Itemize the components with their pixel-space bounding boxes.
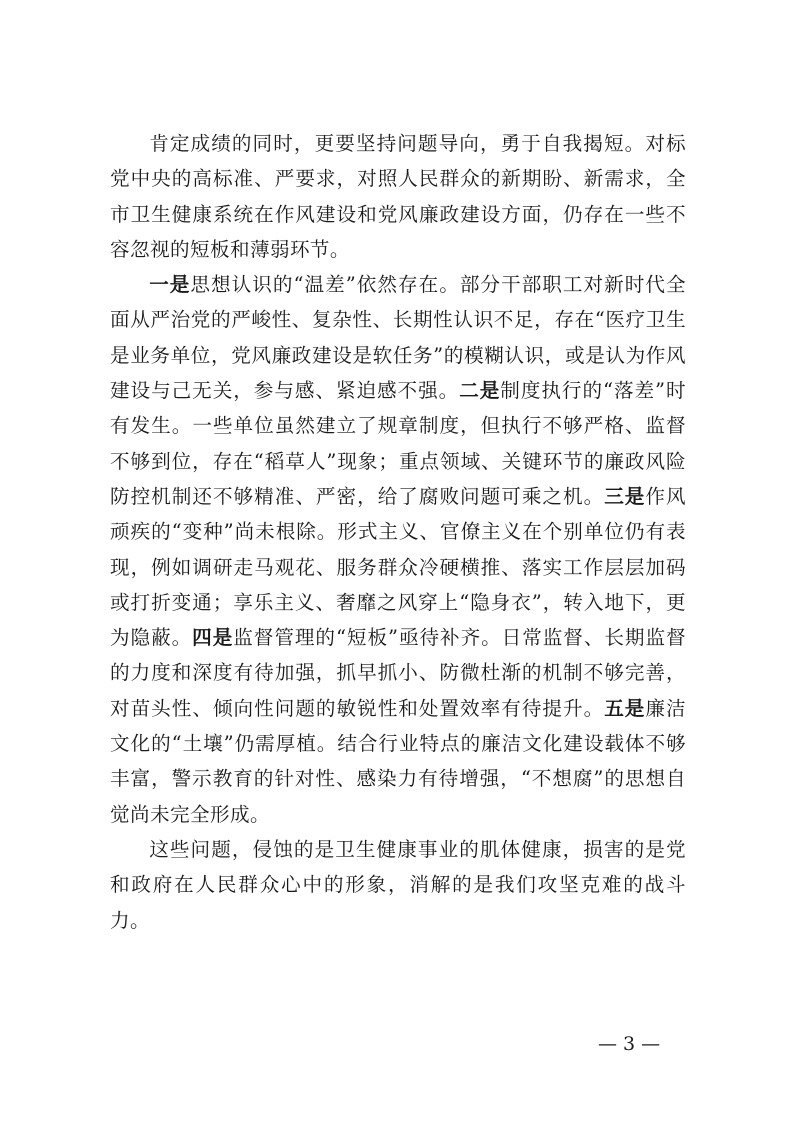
- point-marker-2: 二是: [459, 379, 501, 403]
- paragraph-text: 肯定成绩的同时，更要坚持问题导向，勇于自我揭短。对标党中央的高标准、严要求，对照人民群众的新期盼、新需求，全市卫生健康系统在作风建设和党风廉政建设方面，仍存在一些不容忽视的短板和薄弱环节。: [110, 132, 686, 261]
- point-marker-4: 四是: [192, 626, 234, 650]
- point-text-4: 监督管理的“短板”亟待补齐。日常监督、长期监督的力度和深度有待加强，抓早抓小、防微杜渐的机制不够完善，对苗头性、倾向性问题的敏锐性和处置效率有待提升。: [110, 626, 686, 720]
- point-marker-1: 一是: [149, 273, 191, 297]
- point-text-1: 思想认识的“温差”依然存在。部分干部职工对新时代全面从严治党的严峻性、复杂性、长期性认识不足，存在“医疗卫生是业务单位，党风廉政建设是软任务”的模糊认识，或是认为作风建设与己无关，参与感、紧迫感不强。: [110, 273, 686, 403]
- paragraph-text: 这些问题，侵蚀的是卫生健康事业的肌体健康，损害的是党和政府在人民群众心中的形象，消解的是我们攻坚克难的战斗力。: [110, 837, 686, 932]
- point-marker-3: 三是: [604, 484, 646, 508]
- paragraph-conclusion: [110, 832, 686, 938]
- paragraph-achievements-intro: [110, 126, 686, 267]
- body-text: [110, 126, 686, 938]
- paragraph-problems-list: [110, 267, 686, 832]
- point-text-2: 制度执行的“落差”时有发生。一些单位虽然建立了规章制度，但执行不够严格、监督不够到位，存在“稻草人”现象；重点领域、关键环节的廉政风险防控机制还不够精准、严密，给了腐败问题可乘之机。: [110, 379, 686, 508]
- point-text-3: 作风顽疾的“变种”尚未根除。形式主义、官僚主义在个别单位仍有表现，例如调研走马观花、服务群众冷硬横推、落实工作层层加码或打折变通；享乐主义、奢靡之风穿上“隐身衣”，转入地下，更为隐蔽。: [110, 484, 686, 650]
- page-number: — 3 —: [598, 1033, 661, 1055]
- point-text-5: 廉洁文化的“土壤”仍需厚植。结合行业特点的廉洁文化建设载体不够丰富，警示教育的针对性、感染力有待增强，“不想腐”的思想自觉尚未完全形成。: [110, 696, 686, 826]
- point-marker-5: 五是: [604, 696, 646, 720]
